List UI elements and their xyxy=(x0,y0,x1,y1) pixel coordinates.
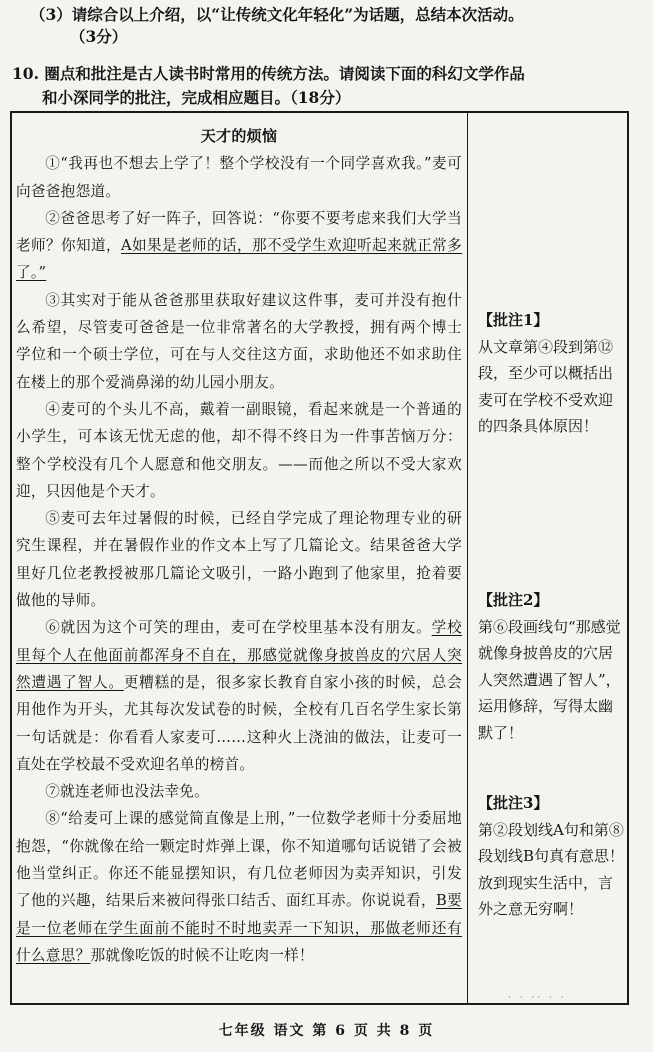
annotation-2-body: 第⑥段画线句“那感觉就像身披兽皮的穴居人突然遭遇了智人”，运用修辞，写得太幽默了！ xyxy=(478,617,621,742)
annotation-1 xyxy=(478,307,626,440)
paragraph-3: ③其实对于能从爸爸那里获取好建议这件事，麦可并没有抱什么希望，尽管麦可爸爸是一位非常著名的大学教授，拥有两个博士学位和一个硕士学位，可在与人交往这方面，求助他还不如求助住在楼上的那个爱淌鼻涕的幼儿园小朋友。 xyxy=(16,291,462,391)
paragraph-8 xyxy=(16,805,462,969)
annotation-2-title: 【批注2】 xyxy=(478,591,549,609)
annotation-1-title: 【批注1】 xyxy=(478,311,549,329)
paragraph-5: ⑤麦可去年过暑假的时候，已经自学完成了理论物理专业的研究生课程，并在暑假作业的作文本上写了几篇论文。结果爸爸大学里好几位老教授被那几篇论文吸引，一路小跑到了他家里，抢着要做他的导师。 xyxy=(16,510,462,610)
question-3-line2: （3分） xyxy=(70,27,128,46)
column-divider xyxy=(467,113,468,1003)
reading-frame xyxy=(10,111,629,1005)
question-3-line1: （3）请综合以上介绍，以“让传统文化年轻化”为话题，总结本次活动。 xyxy=(30,5,524,24)
paragraph-6-text-start: ⑥就因为这个可笑的理由，麦可在学校里基本没有朋友。 xyxy=(45,619,432,637)
annotation-3 xyxy=(478,790,626,923)
paragraph-1: ①“我再也不想去上学了！整个学校没有一个同学喜欢我。”麦可向爸爸抱怨道。 xyxy=(16,155,462,200)
annotation-3-body: 第②段划线A句和第⑧段划线B句真有意思！放到现实生活中，言外之意无穷啊！ xyxy=(478,820,625,918)
underlined-sentence-p6: 学校里每个人在他面前都浑身不自在，那感觉就像身披兽皮的穴居人突然遭遇了智人。 xyxy=(16,619,462,691)
paragraph-8-text-start: ⑧“给麦可上课的感觉简直像是上刑，”一位数学老师十分委屈地抱怨，“你就像在给一颗定时炸弹上课，你不知道哪句话说错了会被他当堂纠正。你还不能显摆知识，有几位老师因为卖弄知识，引发了他的兴趣，结果后来被问得张口结舌、面红耳赤。你说说看， xyxy=(16,810,462,910)
underlined-sentence-b: B要是一位老师在学生面前不能时不时地卖弄一下知识，那做老师还有什么意思？ xyxy=(16,892,463,964)
article-title: 天才的烦恼 xyxy=(200,127,278,145)
paragraph-6 xyxy=(16,614,462,778)
paragraph-2-text: ②爸爸思考了好一阵子，回答说：“你要不要考虑来我们大学当老师？你知道， xyxy=(16,209,462,255)
paragraph-7: ⑦就连老师也没法幸免。 xyxy=(45,783,210,801)
paragraph-6-text-end: 更糟糕的是，很多家长教育自家小孩的时候，总会用他作为开头，尤其每次发试卷的时候，全校有几百名学生家长第一句话就是：你看看人家麦可……这种火上浇油的做法，让麦可一直处在学校最不受欢迎名单的榜首。 xyxy=(16,673,462,773)
question-10 xyxy=(12,62,642,110)
paragraph-2 xyxy=(16,205,462,287)
annotation-2 xyxy=(478,587,626,746)
scan-marks: · · ·· · · xyxy=(508,993,567,1003)
paragraph-4: ④麦可的个头儿不高，戴着一副眼镜，看起来就是一个普通的小学生，可本该无忧无虑的他，却不得不终日为一件事苦恼万分：整个学校没有几个人愿意和他交朋友。——而他之所以不受大家欢迎，只因他是个天才。 xyxy=(16,400,462,500)
article xyxy=(16,123,462,969)
page-footer: 七年级 语文 第 6 页 共 8 页 xyxy=(218,1023,435,1039)
annotation-3-title: 【批注3】 xyxy=(478,794,549,812)
question-10-line1: 10. 圈点和批注是古人读书时常用的传统方法。请阅读下面的科幻文学作品 xyxy=(12,64,525,83)
question-10-line2: 和小深同学的批注，完成相应题目。（18分） xyxy=(42,88,351,107)
paragraph-8-text-end: 那就像吃饭的时候不让吃肉一样！ xyxy=(90,946,314,964)
annotation-1-body: 从文章第④段到第⑫段，至少可以概括出麦可在学校不受欢迎的四条具体原因！ xyxy=(478,337,614,435)
underlined-sentence-a: A如果是老师的话，那不受学生欢迎听起来就正常多了。” xyxy=(16,237,462,282)
question-3 xyxy=(30,4,640,48)
